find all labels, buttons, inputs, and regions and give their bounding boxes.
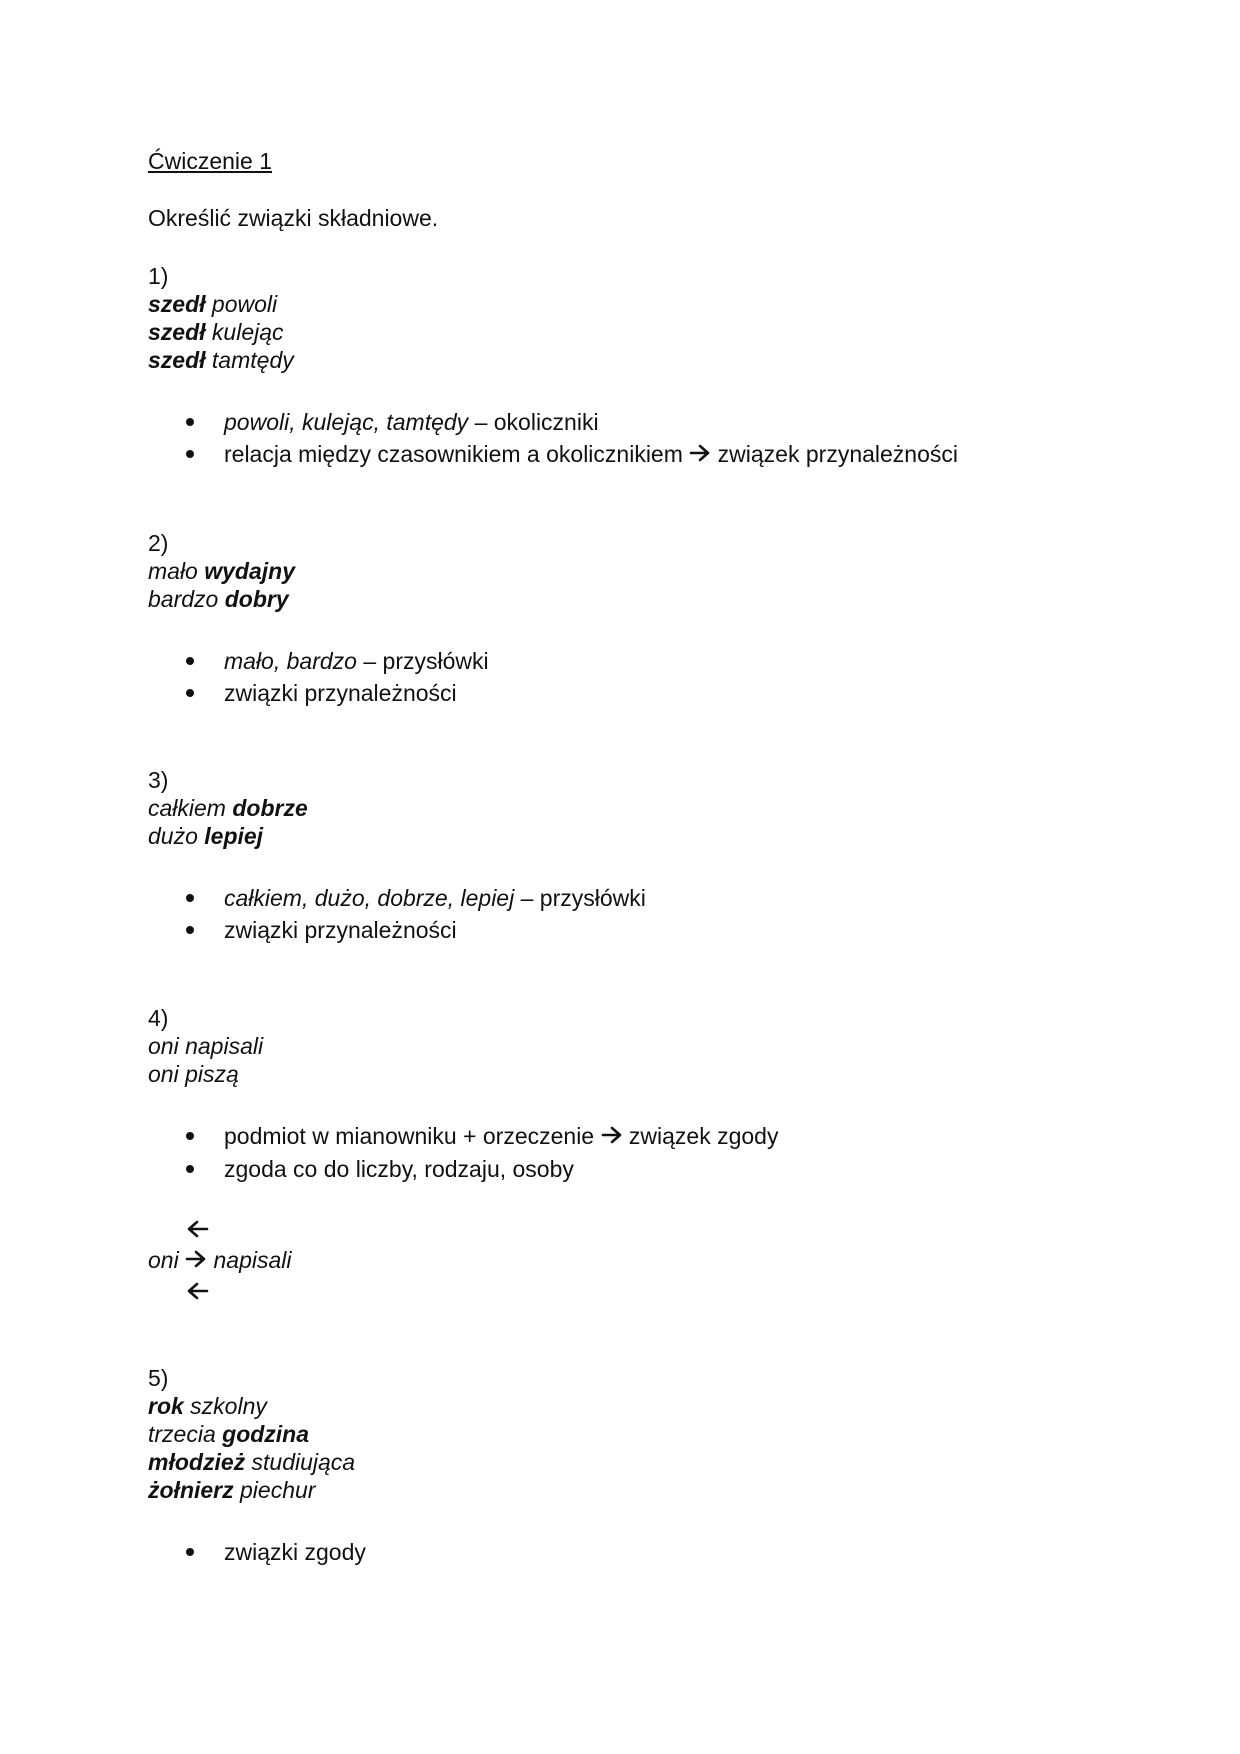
example-rest: powoli <box>205 291 278 317</box>
list-item-text: związki zgody <box>224 1539 366 1565</box>
example-line <box>148 1448 355 1476</box>
example-line <box>148 1476 315 1504</box>
list-item <box>186 408 599 436</box>
section-number: 4) <box>148 1005 169 1031</box>
list-item-text: – przysłówki <box>356 648 489 674</box>
example-plain: trzecia <box>148 1421 223 1447</box>
example-plain: bardzo <box>148 586 225 612</box>
example-plain: całkiem <box>148 795 233 821</box>
list-item-text: związki przynależności <box>224 680 457 706</box>
example-rest: studiująca <box>245 1449 356 1475</box>
bullet-icon <box>186 418 194 426</box>
example-line <box>148 794 308 822</box>
list-item <box>186 884 646 912</box>
example-bold: godzina <box>222 1421 310 1447</box>
list-item <box>186 1538 366 1566</box>
example-bold: szedł <box>148 291 206 317</box>
list-item-text: związek przynależności <box>711 441 958 467</box>
right-arrow-icon <box>601 1122 623 1150</box>
list-item-text: – przysłówki <box>514 885 646 911</box>
list-item-text: zgoda co do liczby, rodzaju, osoby <box>224 1156 574 1182</box>
example-rest: piechur <box>233 1477 316 1503</box>
section-number: 3) <box>148 767 169 793</box>
section-number: 1) <box>148 263 169 289</box>
list-item-italic: mało, bardzo <box>224 648 357 674</box>
list-item-text: związki przynależności <box>224 917 457 943</box>
example-line: oni napisali <box>148 1033 264 1059</box>
right-arrow-icon <box>689 440 711 468</box>
example-bold: lepiej <box>204 823 264 849</box>
section-number: 5) <box>148 1365 169 1391</box>
example-line <box>148 1420 309 1448</box>
example-bold: wydajny <box>204 558 296 584</box>
example-bold: żołnierz <box>148 1477 234 1503</box>
example-bold: młodzież <box>148 1449 246 1475</box>
diagram-line <box>148 1246 291 1276</box>
list-item <box>186 440 958 470</box>
list-item <box>186 1122 778 1152</box>
diagram-right-word: napisali <box>213 1247 292 1273</box>
example-line <box>148 585 289 613</box>
example-line <box>148 1392 267 1420</box>
bullet-icon <box>186 894 194 902</box>
bullet-icon <box>186 689 194 697</box>
page-title: Ćwiczenie 1 <box>148 148 272 174</box>
bullet-icon <box>186 657 194 665</box>
list-item-italic: powoli, kulejąc, tamtędy <box>224 409 469 435</box>
list-item <box>186 1155 574 1183</box>
bullet-icon <box>186 1165 194 1173</box>
example-line <box>148 346 294 374</box>
list-item-text: – okoliczniki <box>468 409 599 435</box>
list-item <box>186 916 457 944</box>
example-bold: szedł <box>148 347 206 373</box>
example-line <box>148 290 277 318</box>
example-line <box>148 557 295 585</box>
example-rest: tamtędy <box>205 347 294 373</box>
list-item-text: związek zgody <box>622 1123 779 1149</box>
example-rest: kulejąc <box>205 319 284 345</box>
list-item-text: relacja między czasownikiem a okolicznikiem <box>224 441 690 467</box>
list-item-text: podmiot w mianowniku + orzeczenie <box>224 1123 601 1149</box>
bullet-icon <box>186 450 194 458</box>
bullet-icon <box>186 1548 194 1556</box>
example-line <box>148 822 263 850</box>
section-number: 2) <box>148 530 169 556</box>
example-plain: dużo <box>148 823 205 849</box>
example-bold: dobry <box>224 586 289 612</box>
right-arrow-icon <box>185 1246 207 1274</box>
left-arrow-icon <box>186 1219 210 1244</box>
list-item <box>186 647 489 675</box>
list-item-italic: całkiem, dużo, dobrze, lepiej <box>224 885 515 911</box>
example-rest: szkolny <box>183 1393 267 1419</box>
example-plain: mało <box>148 558 205 584</box>
left-arrow-icon <box>186 1281 210 1306</box>
example-bold: dobrze <box>232 795 308 821</box>
example-line <box>148 318 284 346</box>
bullet-icon <box>186 1132 194 1140</box>
list-item <box>186 679 457 707</box>
example-bold: rok <box>148 1393 184 1419</box>
example-bold: szedł <box>148 319 206 345</box>
diagram-left-word: oni <box>148 1247 179 1273</box>
instruction-text: Określić związki składniowe. <box>148 205 439 231</box>
bullet-icon <box>186 926 194 934</box>
example-line: oni piszą <box>148 1061 239 1087</box>
